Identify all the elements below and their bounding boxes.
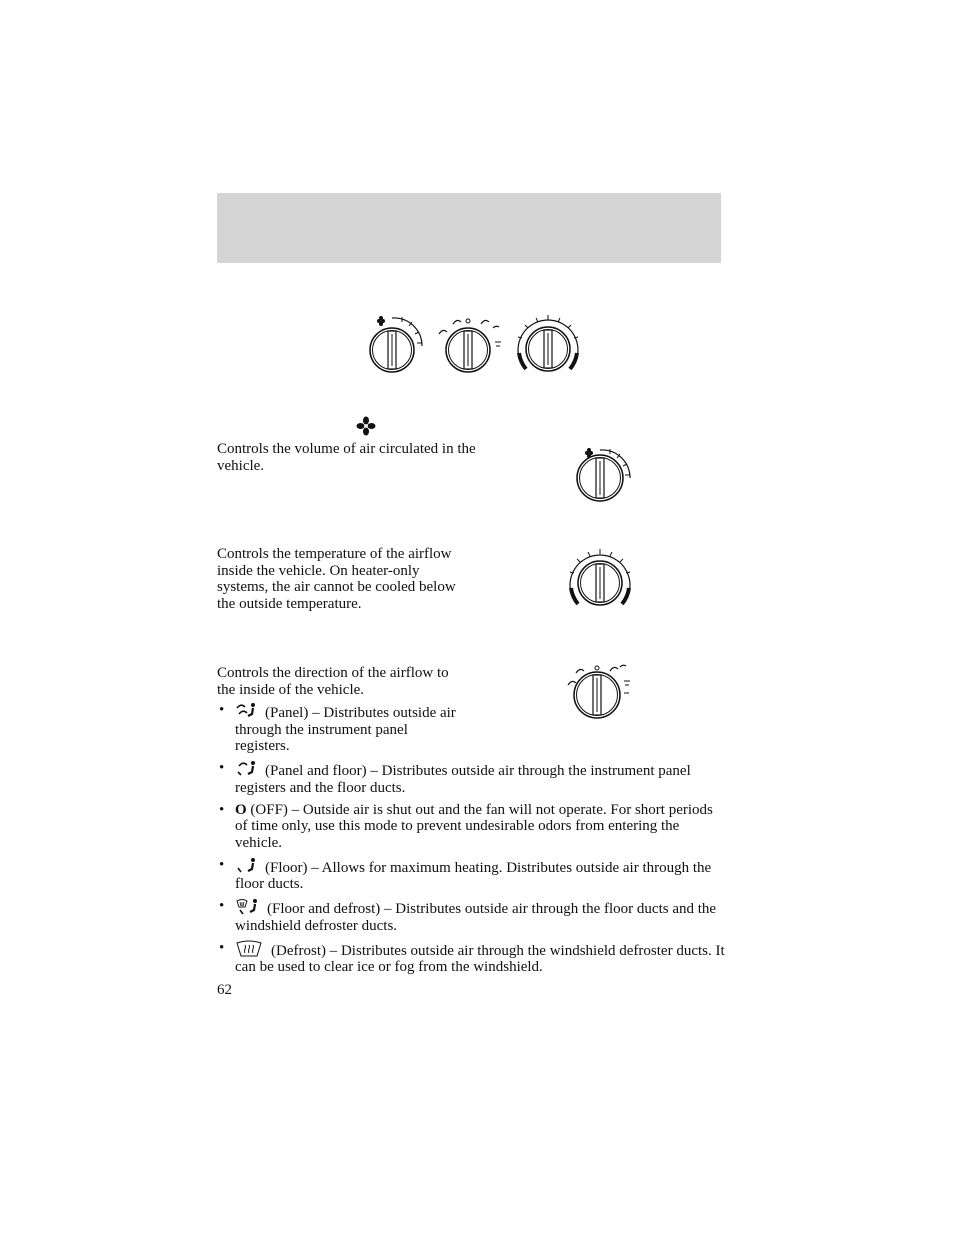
floor-defrost-icon [235,898,259,916]
fan-knob-illustration [362,312,430,374]
overview-mode-knob [435,316,507,376]
list-item: • (Panel) – Distributes outside air through the instrument panel registers. [217,702,465,755]
floor-vent-icon [235,857,257,875]
list-item: • O (OFF) – Outside air is shut out and the fan will not operate. For short periods of time only, use this mode to prevent undesirable odors from entering the vehicle. [217,802,727,852]
overview-temperature-knob [512,313,584,377]
page-number: 62 [217,982,232,998]
list-item: • (Panel and floor) – Distributes outside air through the instrument panel registers and the floor ducts. [217,760,727,796]
temperature-description: Controls the temperature of the airflow inside the vehicle. On heater-only systems, the air cannot be cooled below the outside temperature. [217,546,456,612]
list-item: • (Defrost) – Distributes outside air through the windshield defroster ducts. It can be used to clear ice or fog from the windshield. [217,940,727,976]
fan-section-icon [356,416,376,436]
fan-description: Controls the volume of air circulated in the vehicle. [217,441,476,474]
overview-fan-knob [362,312,430,374]
page-header-band [217,193,721,263]
panel-floor-vent-icon [235,760,257,778]
fan-icon [377,316,385,326]
mode-options-list [217,702,727,981]
off-symbol: O [235,801,247,818]
list-item: • (Floor) – Allows for maximum heating. Distributes outside air through the floor ducts. [217,857,727,893]
fan-knob [570,444,638,506]
temperature-knob [564,546,636,612]
mode-description: Controls the direction of the airflow to the inside of the vehicle. [217,665,449,698]
defrost-icon [235,940,263,958]
mode-knob-illustration [435,316,507,376]
panel-vent-icon [235,702,257,720]
list-item: • (Floor and defrost) – Distributes outside air through the floor ducts and the windshield defroster ducts. [217,898,727,934]
temperature-knob-illustration [512,313,584,377]
